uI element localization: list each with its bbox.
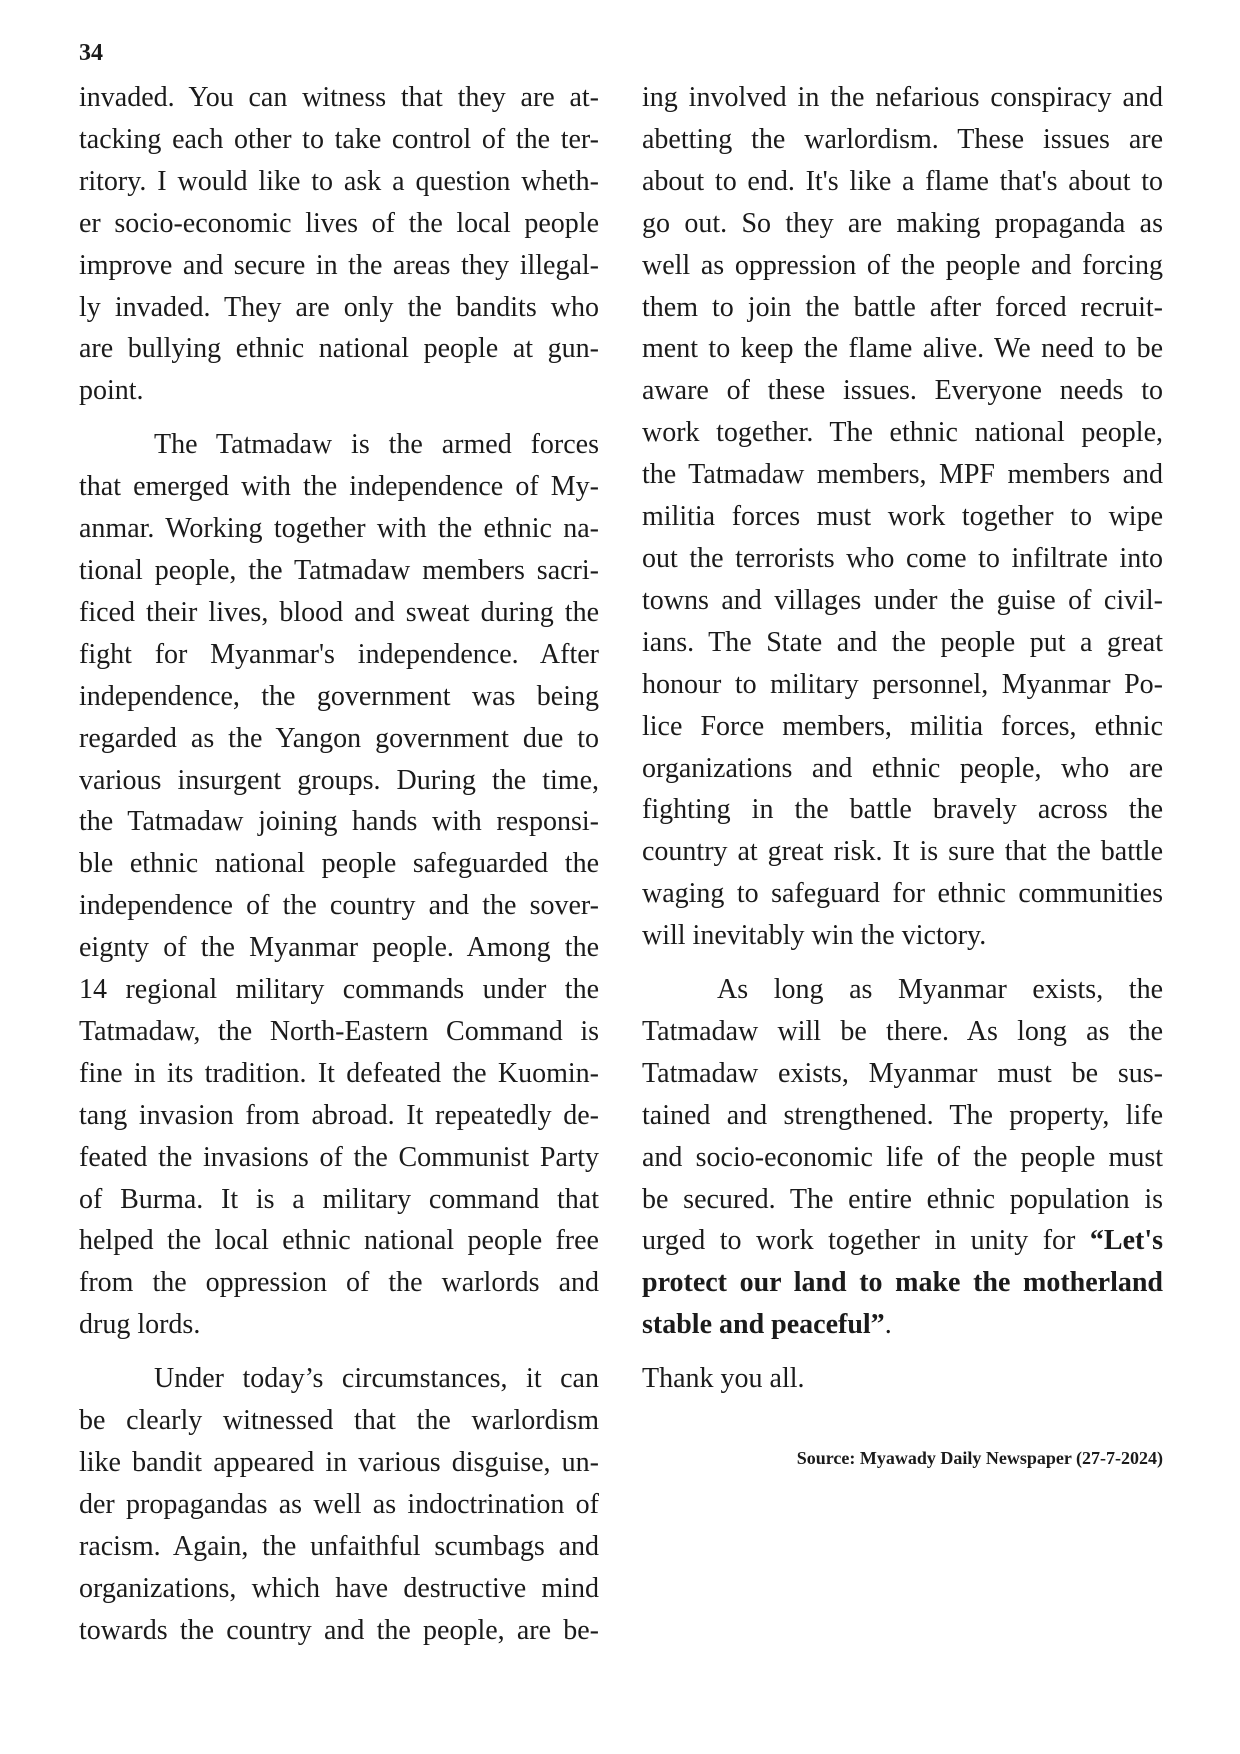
text-line: tained and strengthened. The property, life: [642, 1099, 1163, 1131]
text-line: regarded as the Yangon government due to: [79, 722, 599, 754]
text-line: ing involved in the nefarious conspiracy and: [642, 82, 1163, 113]
paragraph: [642, 969, 1163, 1346]
text-line: [642, 1262, 1163, 1304]
text-line: racism. Again, the unfaithful scumbags and: [79, 1530, 599, 1562]
paragraph: [642, 77, 1163, 957]
paragraph: [79, 424, 599, 1346]
text-line: organizations, which have destructive mind: [79, 1572, 599, 1604]
text-line: about to end. It's like a flame that's about to: [642, 165, 1163, 197]
text-line: drug lords.: [79, 1309, 201, 1341]
text-line: organizations and ethnic people, who are: [642, 752, 1163, 784]
text-line: fine in its tradition. It defeated the Kuomin-: [79, 1057, 599, 1089]
text-line: ment to keep the flame alive. We need to be: [642, 333, 1163, 365]
text-line: ians. The State and the people put a great: [642, 626, 1163, 658]
text-line: the Tatmadaw members, MPF members and: [642, 459, 1163, 491]
text-line: militia forces must work together to wipe: [642, 501, 1163, 533]
text-line: the Tatmadaw joining hands with responsi-: [79, 806, 599, 838]
text-line: [642, 1304, 1163, 1346]
text-line: will inevitably win the victory.: [642, 920, 987, 952]
text-line: like bandit appeared in various disguise, un-: [79, 1447, 599, 1478]
text-line: towns and villages under the guise of civil-: [642, 584, 1163, 616]
text-line: that emerged with the independence of My-: [79, 471, 599, 503]
text-line: out the terrorists who come to infiltrate into: [642, 542, 1163, 574]
text-line: Thank you all.: [642, 1363, 805, 1395]
text-line: abetting the warlordism. These issues are: [642, 123, 1163, 155]
text-line: tional people, the Tatmadaw members sacri-: [79, 554, 599, 586]
text-line: work together. The ethnic national people,: [642, 417, 1163, 449]
text-line: er socio-economic lives of the local people: [79, 207, 599, 239]
text-line: der propagandas as well as indoctrination of: [79, 1488, 599, 1520]
paragraph: [79, 1358, 599, 1651]
source-citation: Source: Myawady Daily Newspaper (27-7-2024): [796, 1448, 1163, 1468]
text-line: waging to safeguard for ethnic communities: [642, 878, 1163, 910]
text-line: various insurgent groups. During the time,: [79, 764, 599, 796]
text-line: point.: [79, 375, 144, 407]
text-segment: .: [884, 1309, 892, 1341]
text-line: Tatmadaw, the North-Eastern Command is: [79, 1015, 599, 1047]
text-line: As long as Myanmar exists, the: [717, 974, 1163, 1006]
text-line: eignty of the Myanmar people. Among the: [79, 932, 599, 964]
text-line: 14 regional military commands under the: [79, 974, 599, 1006]
text-line: from the oppression of the warlords and: [79, 1267, 599, 1299]
paragraph: [79, 77, 599, 412]
text-line: anmar. Working together with the ethnic na-: [79, 513, 599, 545]
text-line: Tatmadaw exists, Myanmar must be sus-: [642, 1057, 1163, 1089]
text-line: honour to military personnel, Myanmar Po-: [642, 668, 1163, 700]
closing-paragraph: [642, 1358, 1163, 1400]
text-line: ly invaded. They are only the bandits who: [79, 291, 599, 323]
emphasized-text: stable and peaceful”: [642, 1309, 885, 1341]
text-line: ble ethnic national people safeguarded the: [79, 848, 599, 880]
text-line: go out. So they are making propaganda as: [642, 207, 1163, 239]
text-line: Tatmadaw will be there. As long as the: [642, 1015, 1163, 1047]
text-line: of Burma. It is a military command that: [79, 1183, 599, 1215]
text-line: them to join the battle after forced recruit-: [642, 291, 1163, 323]
text-line: improve and secure in the areas they illegal-: [79, 249, 599, 281]
text-line: towards the country and the people, are be-: [79, 1614, 599, 1646]
text-line: and socio-economic life of the people must: [642, 1141, 1163, 1173]
text-line: helped the local ethnic national people free: [79, 1225, 599, 1257]
text-line: fighting in the battle bravely across the: [642, 794, 1163, 826]
text-line: ritory. I would like to ask a question wheth-: [79, 165, 599, 197]
text-line: be clearly witnessed that the warlordism: [79, 1405, 599, 1437]
text-line: be secured. The entire ethnic population is: [642, 1183, 1163, 1215]
emphasized-text: protect our land to make the motherland: [642, 1267, 1163, 1299]
text-line: [642, 1220, 1163, 1262]
text-line: are bullying ethnic national people at gun-: [79, 333, 599, 365]
text-line: tacking each other to take control of the ter-: [79, 123, 599, 155]
text-line: fight for Myanmar's independence. After: [79, 638, 599, 670]
text-line: feated the invasions of the Communist Party: [79, 1141, 599, 1173]
text-line: invaded. You can witness that they are at-: [79, 82, 599, 113]
text-line: tang invasion from abroad. It repeatedly de-: [79, 1099, 599, 1131]
text-line: aware of these issues. Everyone needs to: [642, 375, 1163, 407]
text-line: well as oppression of the people and forcing: [642, 249, 1163, 281]
text-segment: urged to work together in unity for: [642, 1225, 1090, 1257]
text-line: country at great risk. It is sure that the battle: [642, 836, 1163, 868]
text-line: The Tatmadaw is the armed forces: [154, 429, 599, 461]
text-line: Under today’s circumstances, it can: [154, 1363, 599, 1395]
text-line: lice Force members, militia forces, ethnic: [642, 710, 1163, 742]
emphasized-text: “Let's: [1089, 1225, 1163, 1257]
text-line: independence of the country and the sover-: [79, 890, 599, 922]
left-column: [79, 77, 599, 1652]
text-line: independence, the government was being: [79, 680, 599, 712]
text-line: ficed their lives, blood and sweat during the: [79, 596, 599, 628]
right-column: [642, 77, 1163, 1400]
page-number: 34: [79, 40, 103, 66]
